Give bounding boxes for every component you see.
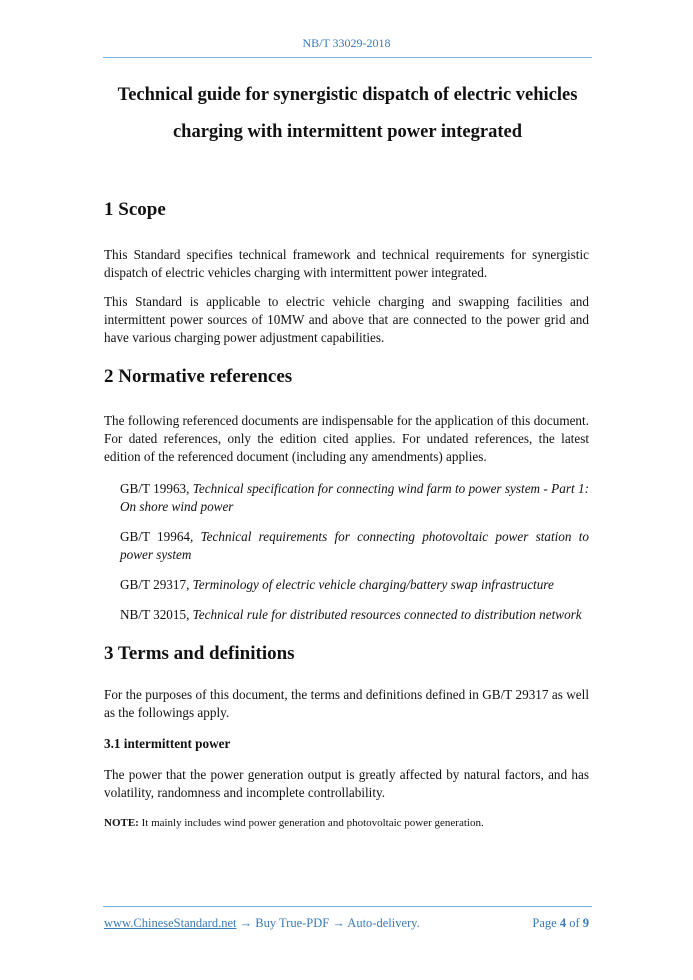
reference-code: GB/T 19964, [120,529,201,544]
reference-item [120,528,589,564]
total-pages: 9 [582,916,589,930]
reference-code: GB/T 19963, [120,481,193,496]
reference-title: Technical requirements for connecting photovoltaic power station to power system [120,529,589,562]
term-definition: The power that the power generation output is greatly affected by natural factors, and has volatility, randomness and incomplete controllability. [104,767,589,800]
section-heading-scope: 1 Scope [104,199,166,220]
reference-item [120,576,589,594]
term-heading: 3.1 intermittent power [104,736,231,751]
reference-title: Technical specification for connecting wind farm to power system - Part 1: On shore wind power [120,481,589,514]
paragraph: The following referenced documents are indispensable for the application of this document. For dated references, only the edition cited applies. For undated references, the latest edition of the referenced document (including any amendments) applies. [104,413,589,464]
chinese-standard-link[interactable]: www.ChineseStandard.net [104,916,237,930]
paragraph: For the purposes of this document, the terms and definitions defined in GB/T 29317 as well as the followings apply. [104,687,589,720]
footer-divider [103,906,592,907]
note [104,816,589,830]
reference-title: Technical rule for distributed resources connected to distribution network [192,607,582,622]
title-line-1: Technical guide for synergistic dispatch of electric vehicles [117,85,578,105]
note-label: NOTE: [104,817,139,829]
reference-item [120,606,589,624]
document-body [104,198,589,830]
current-page: 4 [559,916,567,930]
footer-promo [104,916,420,930]
title-line-2: charging with intermittent power integrated [172,122,523,142]
section-heading-normative-references: 2 Normative references [104,366,293,387]
section-heading-terms-definitions: 3 Terms and definitions [104,643,295,664]
reference-code: NB/T 32015, [120,607,193,622]
note-text: It mainly includes wind power generation and photovoltaic power generation. [138,817,484,829]
reference-item [120,480,589,516]
header-divider [103,57,592,58]
footer-promo-text: → Buy True-PDF → Auto-delivery. [236,916,420,930]
document-code-header: NB/T 33029-2018 [302,36,391,50]
page-footer [104,916,589,931]
paragraph: This Standard is applicable to electric vehicle charging and swapping facilities and intermittent power sources of 10MW and above that are connected to the power grid and have various charging power adjustment capabilities. [104,294,589,345]
page-number: Page 4 of 9 [532,916,589,930]
reference-title: Terminology of electric vehicle charging/battery swap infrastructure [192,577,554,592]
paragraph: This Standard specifies technical framework and technical requirements for synergistic dispatch of electric vehicles charging with intermittent power integrated. [104,247,589,280]
reference-code: GB/T 29317, [120,577,193,592]
document-title [95,77,600,151]
